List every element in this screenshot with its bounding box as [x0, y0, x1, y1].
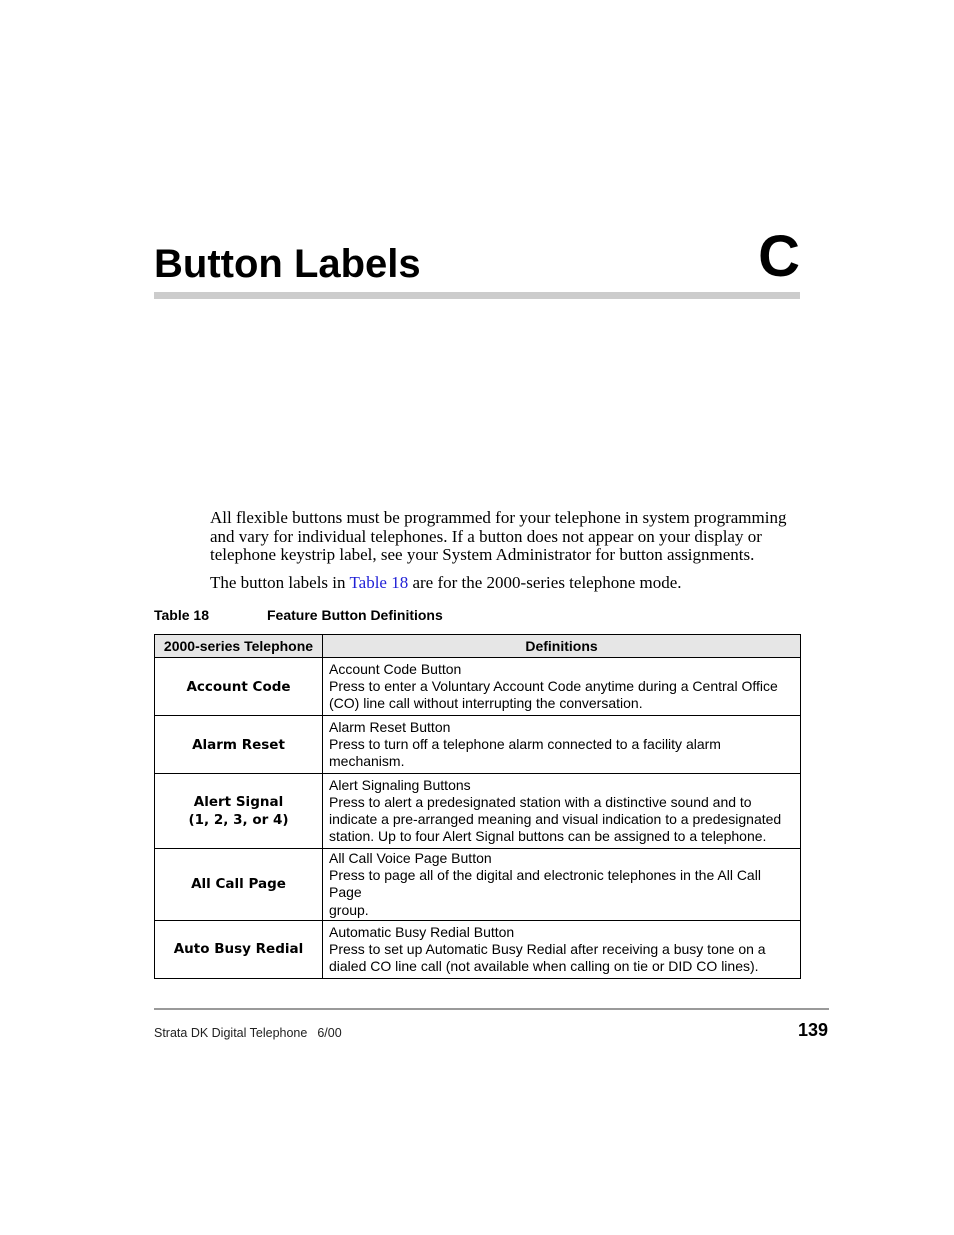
table-18-link[interactable]: Table 18 — [349, 573, 409, 592]
chapter-title: Button Labels — [154, 242, 421, 286]
definition-line: Press to alert a predesignated station with a distinctive sound and to — [329, 793, 752, 810]
button-label-cell: Auto Busy Redial — [155, 920, 323, 978]
definition-line: indicate a pre-arranged meaning and visual indication to a predesignated — [329, 811, 782, 827]
table-header-row — [155, 635, 801, 658]
paragraph-text: are for the 2000-series telephone mode. — [408, 573, 682, 592]
table-row — [155, 920, 801, 978]
column-header-telephone: 2000-series Telephone — [155, 635, 323, 658]
definition-line: Press to page all of the digital and electronic telephones in the All Call Page — [329, 867, 761, 901]
table-row — [155, 849, 801, 921]
title-rule — [154, 292, 800, 299]
table-row — [155, 716, 801, 774]
button-label-cell: Alarm Reset — [155, 716, 323, 774]
footer-rule — [154, 1008, 829, 1010]
definition-title: All Call Voice Page Button — [329, 850, 492, 866]
paragraph-text: The button labels in — [210, 573, 350, 592]
intro-paragraph: All flexible buttons must be programmed for your telephone in system programming and vary for individual telephones. If a button does not appear on your display or telephone keystrip label, see your System Administrator for button assignments. — [210, 508, 787, 564]
definition-title: Alarm Reset Button — [329, 718, 451, 735]
button-label-cell: Account Code — [155, 658, 323, 716]
definition-cell — [323, 849, 801, 921]
table-reference-paragraph — [210, 574, 800, 593]
button-label-cell: All Call Page — [155, 849, 323, 921]
definition-cell — [323, 920, 801, 978]
definition-line: station. Up to four Alert Signal buttons can be assigned to a telephone. — [329, 828, 767, 845]
footer-date: 6/00 — [317, 1026, 342, 1040]
table-caption — [154, 607, 443, 623]
definition-line: Press to turn off a telephone alarm connected to a facility alarm — [329, 735, 721, 752]
definition-line: Press to set up Automatic Busy Redial after receiving a busy tone on a — [329, 940, 766, 957]
button-label-variants: (1, 2, 3, or 4) — [188, 812, 289, 828]
definition-title: Account Code Button — [329, 660, 462, 677]
definition-line: Press to enter a Voluntary Account Code anytime during a Central Office — [329, 677, 778, 694]
definition-line: mechanism. — [329, 753, 405, 770]
table-row — [155, 774, 801, 849]
chapter-letter: C — [758, 224, 800, 289]
table-caption-number: Table 18 — [154, 607, 209, 623]
button-label: Alert Signal — [193, 794, 284, 810]
definition-cell — [323, 774, 801, 849]
footer-document-info — [154, 1026, 342, 1040]
definition-title: Automatic Busy Redial Button — [329, 923, 515, 940]
definition-line: dialed CO line call (not available when calling on tie or DID CO lines). — [329, 957, 759, 974]
definition-cell — [323, 716, 801, 774]
definition-line: group. — [329, 901, 369, 918]
feature-button-table — [154, 634, 801, 979]
definition-line: (CO) line call without interrupting the conversation. — [329, 695, 643, 712]
table-caption-title: Feature Button Definitions — [267, 607, 443, 623]
footer-doc-title: Strata DK Digital Telephone — [154, 1026, 308, 1040]
column-header-definitions: Definitions — [323, 635, 801, 658]
definition-title: Alert Signaling Buttons — [329, 776, 471, 793]
table-row — [155, 658, 801, 716]
page-number: 139 — [797, 1020, 828, 1040]
definition-cell — [323, 658, 801, 716]
button-label-cell — [155, 774, 323, 849]
